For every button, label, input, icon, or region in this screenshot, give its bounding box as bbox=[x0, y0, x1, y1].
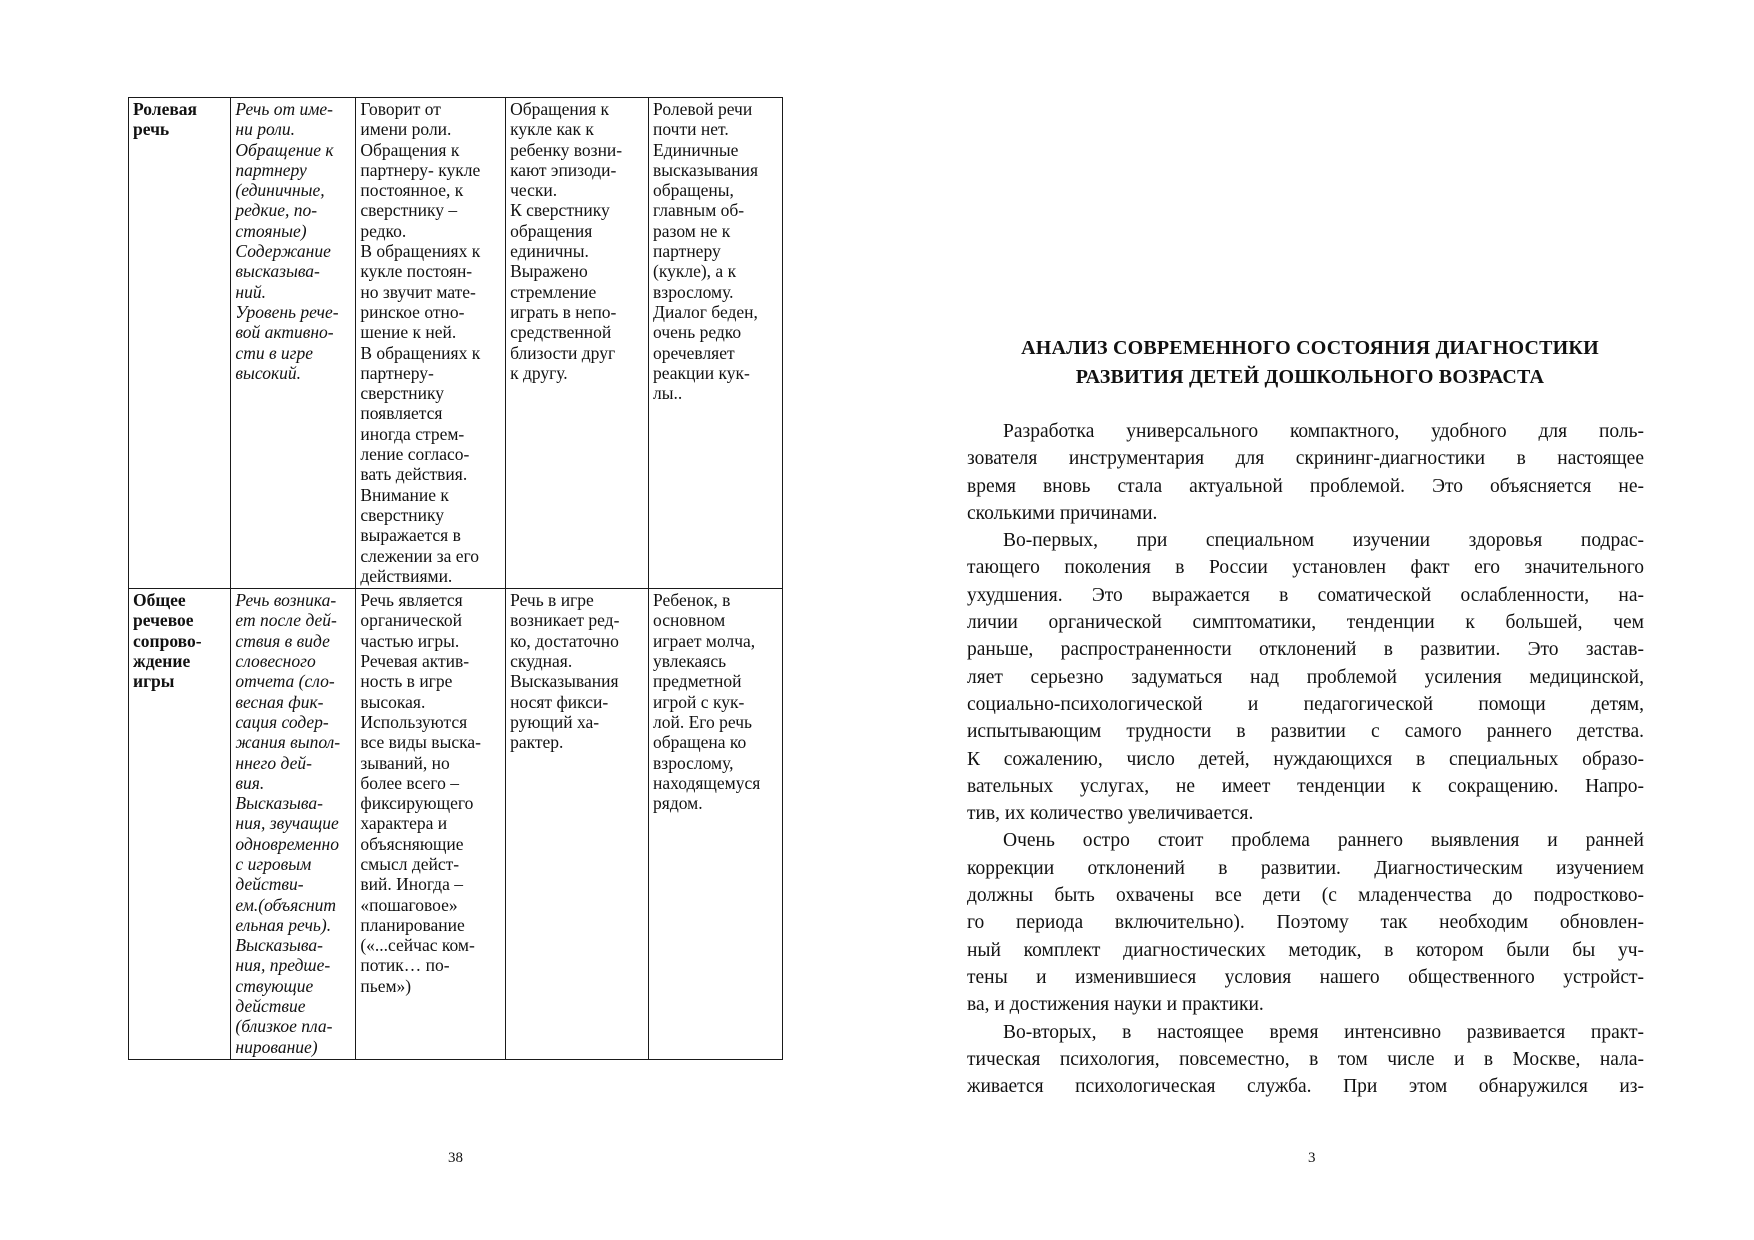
table-cell-description: Речь от име- ни роли. Обращение к партнеру (единичные, редкие, по- стояные) Содержание высказыва- ний. Уровень рече- вой активно- сти в игре высокий. bbox=[231, 98, 356, 589]
text-line: время вновь стала актуальной проблемой. Это объясняется не- bbox=[967, 475, 1644, 497]
text-line: тив, их количество увеличивается. bbox=[967, 803, 1254, 825]
text-line: Разработка универсального компактного, удобного для поль- bbox=[1003, 421, 1644, 442]
text-line: Во-первых, при специальном изучении здоровья подрас- bbox=[1003, 530, 1644, 552]
table-cell: Речь в игре возникает ред- ко, достаточно скудная. Высказывания носят фикси- рующий ха- рактер. bbox=[506, 589, 649, 1060]
text-line: ный комплект диагностических методик, в котором были бы уч- bbox=[967, 939, 1644, 961]
table-cell-category: Общее речевое сопрово- ждение игры bbox=[129, 589, 231, 1060]
text-line: К сожалению, число детей, нуждающихся в специальных образо- bbox=[967, 748, 1644, 770]
heading-line: АНАЛИЗ СОВРЕМЕННОГО СОСТОЯНИЯ ДИАГНОСТИКИ bbox=[1021, 337, 1599, 359]
table-cell-category: Ролевая речь bbox=[129, 98, 231, 589]
body-text bbox=[967, 418, 1644, 1100]
table-cell: Ребенок, в основном играет молча, увлекаясь предметной игрой с кук- лой. Его речь обращена ко взрослому, находящемуся рядом. bbox=[649, 589, 783, 1060]
text-line: сколькими причинами. bbox=[967, 502, 1158, 524]
table-cell: Речь является органической частью игры. Речевая актив- ность в игре высокая. Используются все виды выска- зываний, но более всего – фиксирующего характера и объясняющие смысл дейст- вий. Иногда – «пошаговое» планирование («...сейчас ком- потик… по- пьем») bbox=[356, 589, 506, 1060]
text-line: тическая психология, повсеместно, в том числе и в Москве, нала- bbox=[967, 1048, 1644, 1070]
page-number-right: 3 bbox=[1308, 1150, 1316, 1166]
text-line: социально-психологической и педагогической помощи детям, bbox=[967, 693, 1644, 715]
text-line: вательных услугах, не имеет тенденции к сокращению. Напро- bbox=[967, 775, 1644, 797]
text-line: тены и изменившиеся условия нашего общественного устройст- bbox=[967, 966, 1644, 988]
page-number-left: 38 bbox=[448, 1150, 463, 1166]
text-line: живается психологическая служба. При этом обнаружился из- bbox=[967, 1076, 1644, 1098]
table-cell: Ролевой речи почти нет. Единичные высказывания обращены, главным об- разом не к партнеру (кукле), а к взрослому. Диалог беден, очень редко оречевляет реакции кук- лы.. bbox=[649, 98, 783, 589]
text-line: Очень остро стоит проблема раннего выявления и ранней bbox=[1003, 830, 1644, 852]
text-line: раньше, распространенности отклонений в развитии. Это застав- bbox=[967, 639, 1644, 661]
text-line: должны быть охвачены все дети (с младенчества до подростково- bbox=[967, 885, 1644, 907]
table-cell: Говорит от имени роли. Обращения к партнеру- кукле постоянное, к сверстнику – редко. В обращениях к кукле постоян- но звучит мате- ринское отно- шение к ней. В обращениях к партнеру- сверстнику появляется иногда стрем- ление согласо- вать действия. Внимание к сверстнику выражается в слежении за его действиями. bbox=[356, 98, 506, 589]
table-row bbox=[129, 98, 783, 589]
text-line: зователя инструментария для скрининг-диагностики в настоящее bbox=[967, 448, 1644, 470]
heading-line: РАЗВИТИЯ ДЕТЕЙ ДОШКОЛЬНОГО ВОЗРАСТА bbox=[1075, 366, 1545, 388]
table-row bbox=[129, 589, 783, 1060]
text-line: ухудшения. Это выражается в соматической ослабленности, на- bbox=[967, 584, 1644, 606]
text-line: ва, и достижения науки и практики. bbox=[967, 994, 1264, 1016]
text-line: ляет серьезно задуматься над проблемой усиления медицинской, bbox=[967, 666, 1644, 688]
text-line: Во-вторых, в настоящее время интенсивно развивается практ- bbox=[1003, 1021, 1644, 1043]
text-line: коррекции отклонений в развитии. Диагностическим изучением bbox=[967, 857, 1644, 879]
section-heading bbox=[950, 334, 1670, 392]
text-line: тающего поколения в России установлен факт его значительного bbox=[967, 557, 1644, 579]
comparison-table bbox=[128, 97, 783, 1060]
text-line: испытывающим трудности в развитии с самого раннего детства. bbox=[967, 721, 1644, 743]
table-cell: Обращения к кукле как к ребенку возни- кают эпизоди- чески. К сверстнику обращения единичны. Выражено стремление играть в непо- средственной близости друг к другу. bbox=[506, 98, 649, 589]
text-line: личии органической симптоматики, тенденции к большей, чем bbox=[967, 612, 1644, 634]
table-cell-description: Речь возника- ет после дей- ствия в виде словесного отчета (сло- весная фик- сация содер- жания выпол- ннего дей- вия. Высказыва- ния, звучащие одновременно с игровым действи- ем.(объяснит ельная речь). Высказыва- ния, предше- ствующие действие (близкое пла- нирование) bbox=[231, 589, 356, 1060]
text-line: го периода включительно). Поэтому так необходим обновлен- bbox=[967, 912, 1644, 934]
